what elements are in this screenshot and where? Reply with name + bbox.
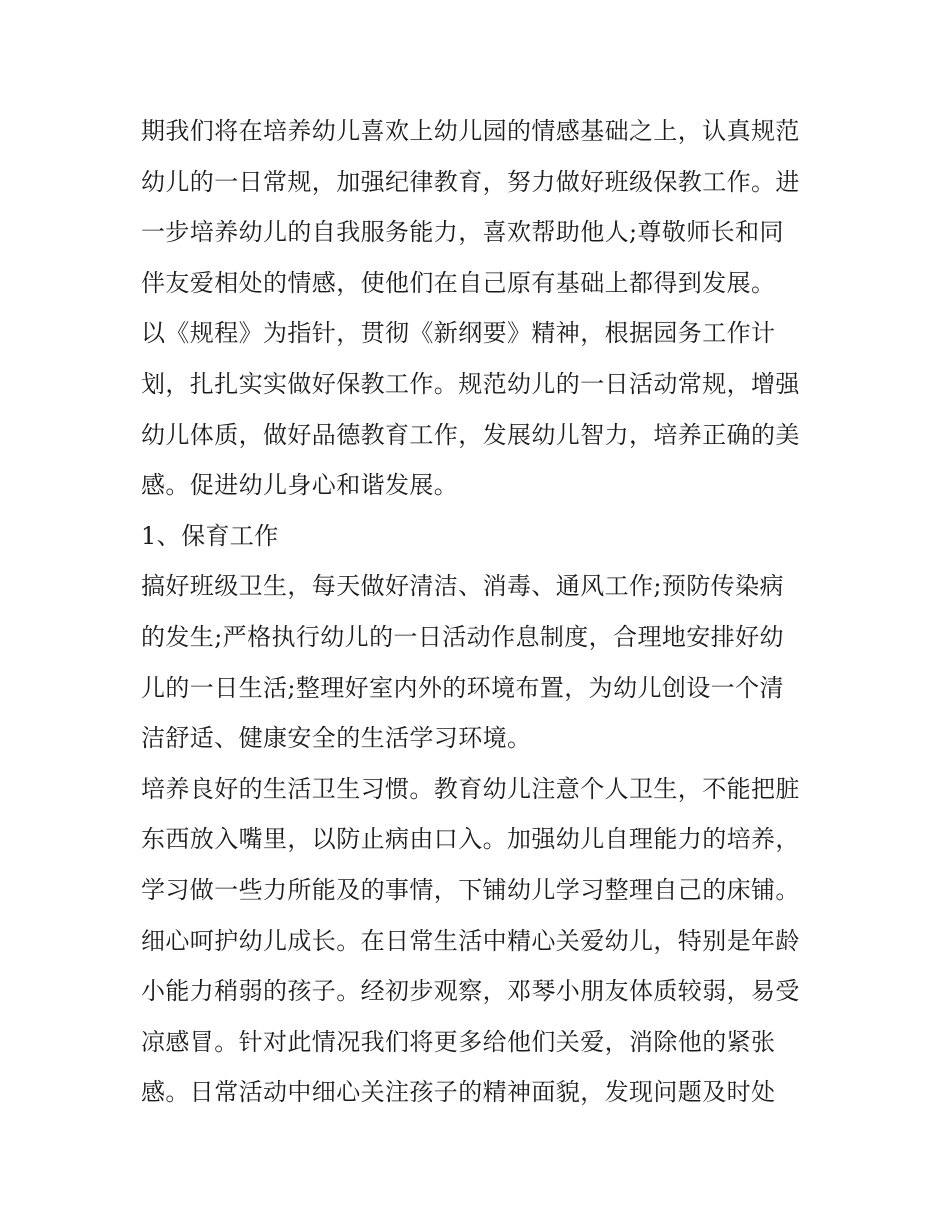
document-body <box>141 106 821 1118</box>
text-line: 小能力稍弱的孩子。经初步观察，邓琴小朋友体质较弱，易受 <box>141 977 800 1006</box>
text-line: 期我们将在培养幼儿喜欢上幼儿园的情感基础之上，认真规范 <box>141 117 800 145</box>
text-line: 一步培养幼儿的自我服务能力，喜欢帮助他人;尊敬师长和同 <box>141 218 784 247</box>
text-line: 细心呵护幼儿成长。在日常生活中精心关爱幼儿，特别是年龄 <box>141 926 800 955</box>
section-heading: 1、保育工作 <box>141 521 279 550</box>
text-line: 伴友爱相处的情感，使他们在自己原有基础上都得到发展。 <box>141 268 776 297</box>
text-line: 以《规程》为指针，贯彻《新纲要》精神，根据园务工作计 <box>141 319 776 348</box>
text-line: 学习做一些力所能及的事情，下铺幼儿学习整理自己的床铺。 <box>141 875 800 904</box>
text-line: 洁舒适、健康安全的生活学习环境。 <box>141 724 532 753</box>
text-line: 划，扎扎实实做好保教工作。规范幼儿的一日活动常规，增强 <box>141 369 800 398</box>
text-line: 幼儿体质，做好品德教育工作，发展幼儿智力，培养正确的美 <box>141 420 800 449</box>
text-line: 搞好班级卫生，每天做好清洁、消毒、通风工作;预防传染病 <box>141 572 784 601</box>
text-line: 感。日常活动中细心关注孩子的精神面貌，发现问题及时处 <box>141 1078 776 1107</box>
text-line: 东西放入嘴里，以防止病由口入。加强幼儿自理能力的培养， <box>141 825 800 854</box>
text-line: 培养良好的生活卫生习惯。教育幼儿注意个人卫生，不能把脏 <box>141 774 800 803</box>
text-line: 儿的一日生活;整理好室内外的环境布置，为幼儿创设一个清 <box>141 673 784 702</box>
text-line: 凉感冒。针对此情况我们将更多给他们关爱，消除他的紧张 <box>141 1027 776 1056</box>
text-line: 的发生;严格执行幼儿的一日活动作息制度，合理地安排好幼 <box>141 622 784 651</box>
text-line: 幼儿的一日常规，加强纪律教育，努力做好班级保教工作。进 <box>141 167 800 196</box>
text-line: 感。促进幼儿身心和谐发展。 <box>141 471 459 500</box>
